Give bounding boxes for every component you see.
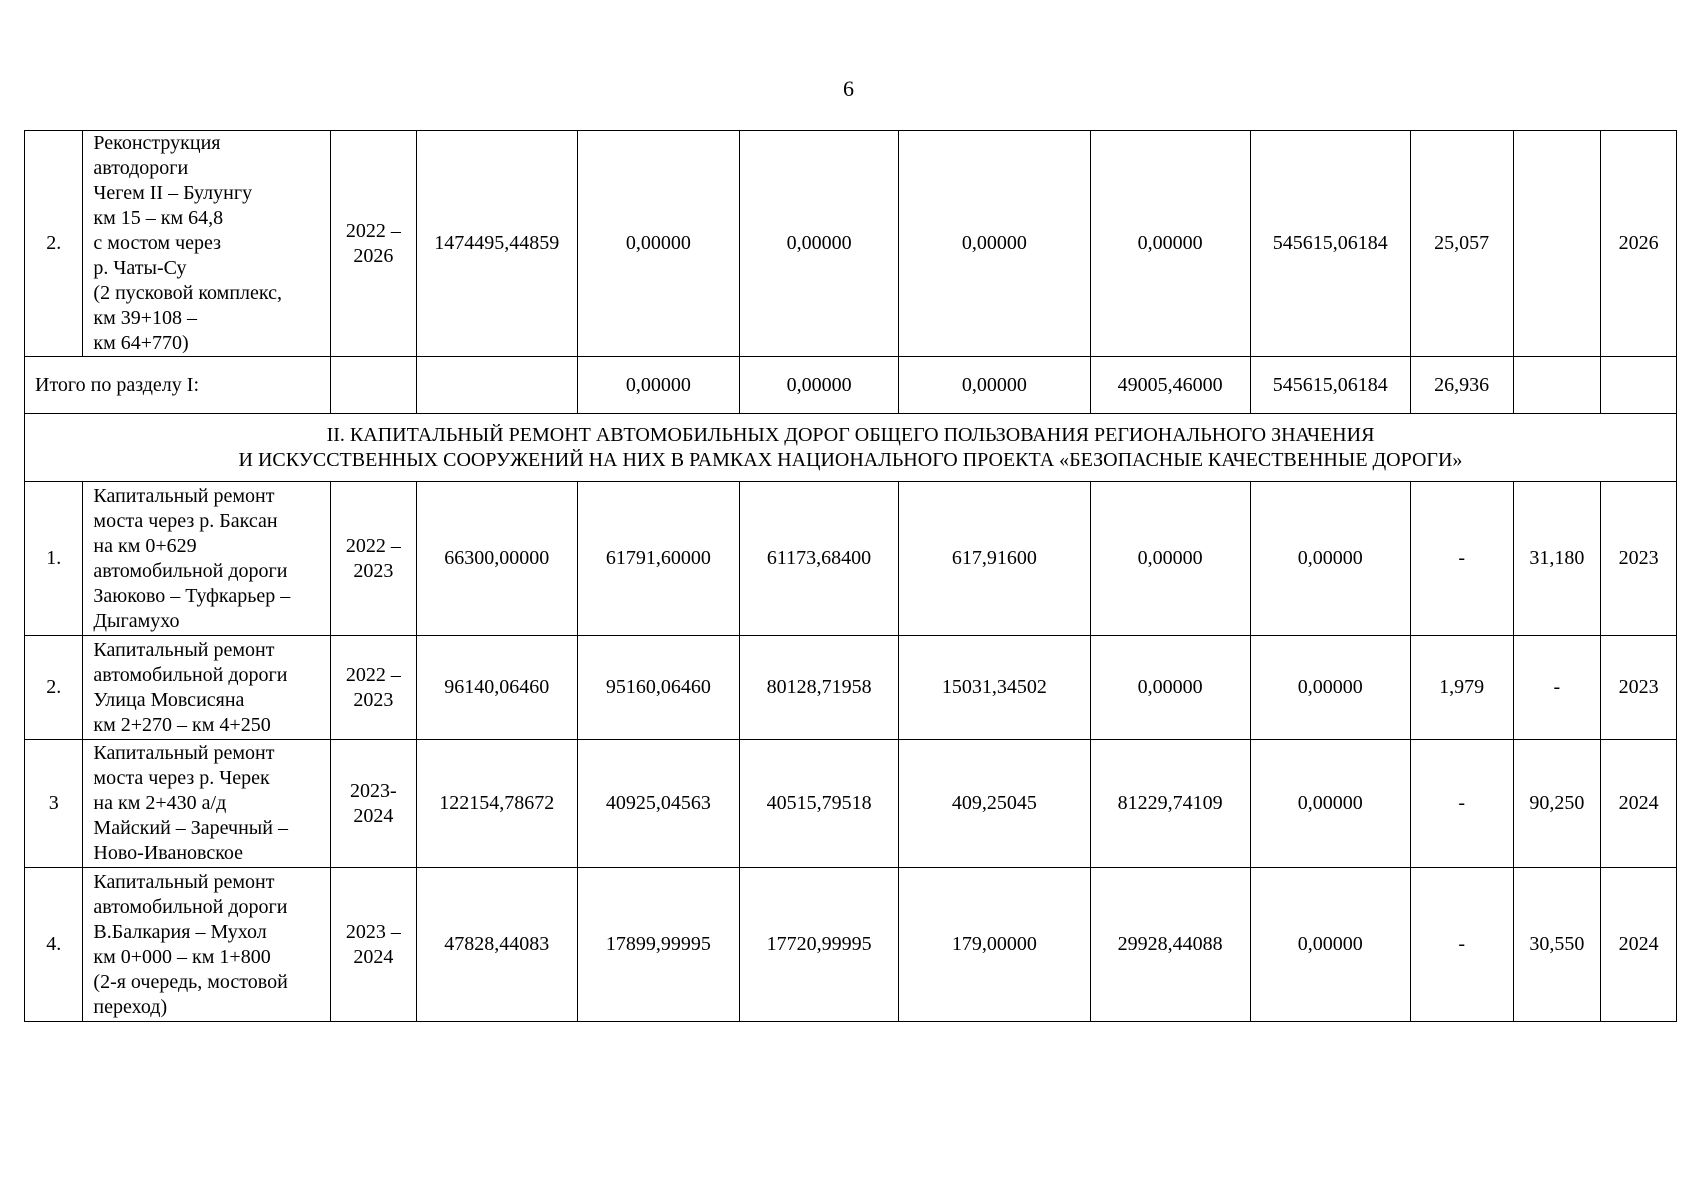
year-cell: 2026 [1601, 131, 1677, 357]
value-cell: 66300,00000 [416, 482, 577, 636]
object-name: Реконструкция автодороги Чегем II – Булунгу км 15 – км 64,8 с мостом через р. Чаты-Су (2 пусковой комплекс, км 39+108 – км 64+770) [83, 131, 331, 357]
value-cell: 17720,99995 [740, 868, 899, 1022]
table-row [25, 740, 1677, 868]
value-cell: 122154,78672 [416, 740, 577, 868]
value-cell: 0,00000 [1090, 131, 1250, 357]
table-row [25, 482, 1677, 636]
value-cell: 95160,06460 [577, 636, 739, 740]
value-cell: - [1410, 868, 1513, 1022]
total-row [25, 357, 1677, 414]
value-cell: 0,00000 [1250, 482, 1410, 636]
value-cell: 0,00000 [1250, 740, 1410, 868]
row-number: 3 [25, 740, 83, 868]
value-cell: 0,00000 [899, 357, 1090, 414]
value-cell: 25,057 [1410, 131, 1513, 357]
value-cell: 40925,04563 [577, 740, 739, 868]
period-cell: 2023- 2024 [331, 740, 416, 868]
value-cell: 80128,71958 [740, 636, 899, 740]
total-label: Итого по разделу I: [25, 357, 331, 414]
object-name: Капитальный ремонт автомобильной дороги Улица Мовсисяна км 2+270 – км 4+250 [83, 636, 331, 740]
value-cell [1513, 357, 1601, 414]
period-cell: 2023 – 2024 [331, 868, 416, 1022]
period-cell: 2022 – 2023 [331, 482, 416, 636]
period-cell: 2022 – 2023 [331, 636, 416, 740]
row-number: 2. [25, 636, 83, 740]
year-cell: 2023 [1601, 482, 1677, 636]
object-name: Капитальный ремонт моста через р. Черек на км 2+430 а/д Майский – Заречный – Ново-Ивановское [83, 740, 331, 868]
value-cell: - [1513, 636, 1601, 740]
value-cell: 409,25045 [899, 740, 1090, 868]
section-title: II. КАПИТАЛЬНЫЙ РЕМОНТ АВТОМОБИЛЬНЫХ ДОРОГ ОБЩЕГО ПОЛЬЗОВАНИЯ РЕГИОНАЛЬНОГО ЗНАЧЕНИЯ И ИСКУССТВЕННЫХ СООРУЖЕНИЙ НА НИХ В РАМКАХ НАЦИОНАЛЬНОГО ПРОЕКТА «БЕЗОПАСНЫЕ КАЧЕСТВЕННЫЕ ДОРОГИ» [25, 414, 1677, 482]
value-cell: 31,180 [1513, 482, 1601, 636]
value-cell: 545615,06184 [1250, 357, 1410, 414]
row-number: 1. [25, 482, 83, 636]
value-cell: 0,00000 [577, 357, 739, 414]
row-number: 4. [25, 868, 83, 1022]
section-header-row [25, 414, 1677, 482]
object-name: Капитальный ремонт моста через р. Баксан на км 0+629 автомобильной дороги Заюково – Туфкарьер – Дыгамухо [83, 482, 331, 636]
value-cell: 0,00000 [740, 357, 899, 414]
value-cell: 0,00000 [1250, 636, 1410, 740]
value-cell: 0,00000 [740, 131, 899, 357]
value-cell: 0,00000 [1250, 868, 1410, 1022]
table-row [25, 131, 1677, 357]
table-row [25, 636, 1677, 740]
year-cell: 2023 [1601, 636, 1677, 740]
value-cell: 179,00000 [899, 868, 1090, 1022]
year-cell: 2024 [1601, 740, 1677, 868]
value-cell: 0,00000 [1090, 482, 1250, 636]
value-cell: 29928,44088 [1090, 868, 1250, 1022]
value-cell [1513, 131, 1601, 357]
value-cell: 30,550 [1513, 868, 1601, 1022]
value-cell: 1474495,44859 [416, 131, 577, 357]
value-cell: 0,00000 [899, 131, 1090, 357]
value-cell: 0,00000 [577, 131, 739, 357]
row-number: 2. [25, 131, 83, 357]
value-cell: 617,91600 [899, 482, 1090, 636]
value-cell: 0,00000 [1090, 636, 1250, 740]
value-cell: 17899,99995 [577, 868, 739, 1022]
object-name: Капитальный ремонт автомобильной дороги В.Балкария – Мухол км 0+000 – км 1+800 (2-я очередь, мостовой переход) [83, 868, 331, 1022]
value-cell: 90,250 [1513, 740, 1601, 868]
value-cell: 15031,34502 [899, 636, 1090, 740]
value-cell: 49005,46000 [1090, 357, 1250, 414]
value-cell: 61791,60000 [577, 482, 739, 636]
value-cell: 47828,44083 [416, 868, 577, 1022]
value-cell: 545615,06184 [1250, 131, 1410, 357]
value-cell: 26,936 [1410, 357, 1513, 414]
value-cell: 81229,74109 [1090, 740, 1250, 868]
value-cell [416, 357, 577, 414]
value-cell [331, 357, 416, 414]
table-row [25, 868, 1677, 1022]
value-cell: 40515,79518 [740, 740, 899, 868]
value-cell: 1,979 [1410, 636, 1513, 740]
year-cell: 2024 [1601, 868, 1677, 1022]
period-cell: 2022 – 2026 [331, 131, 416, 357]
value-cell: 61173,68400 [740, 482, 899, 636]
value-cell: - [1410, 740, 1513, 868]
page-number: 6 [843, 76, 854, 101]
value-cell: 96140,06460 [416, 636, 577, 740]
value-cell [1601, 357, 1677, 414]
value-cell: - [1410, 482, 1513, 636]
financing-table [24, 130, 1677, 1022]
